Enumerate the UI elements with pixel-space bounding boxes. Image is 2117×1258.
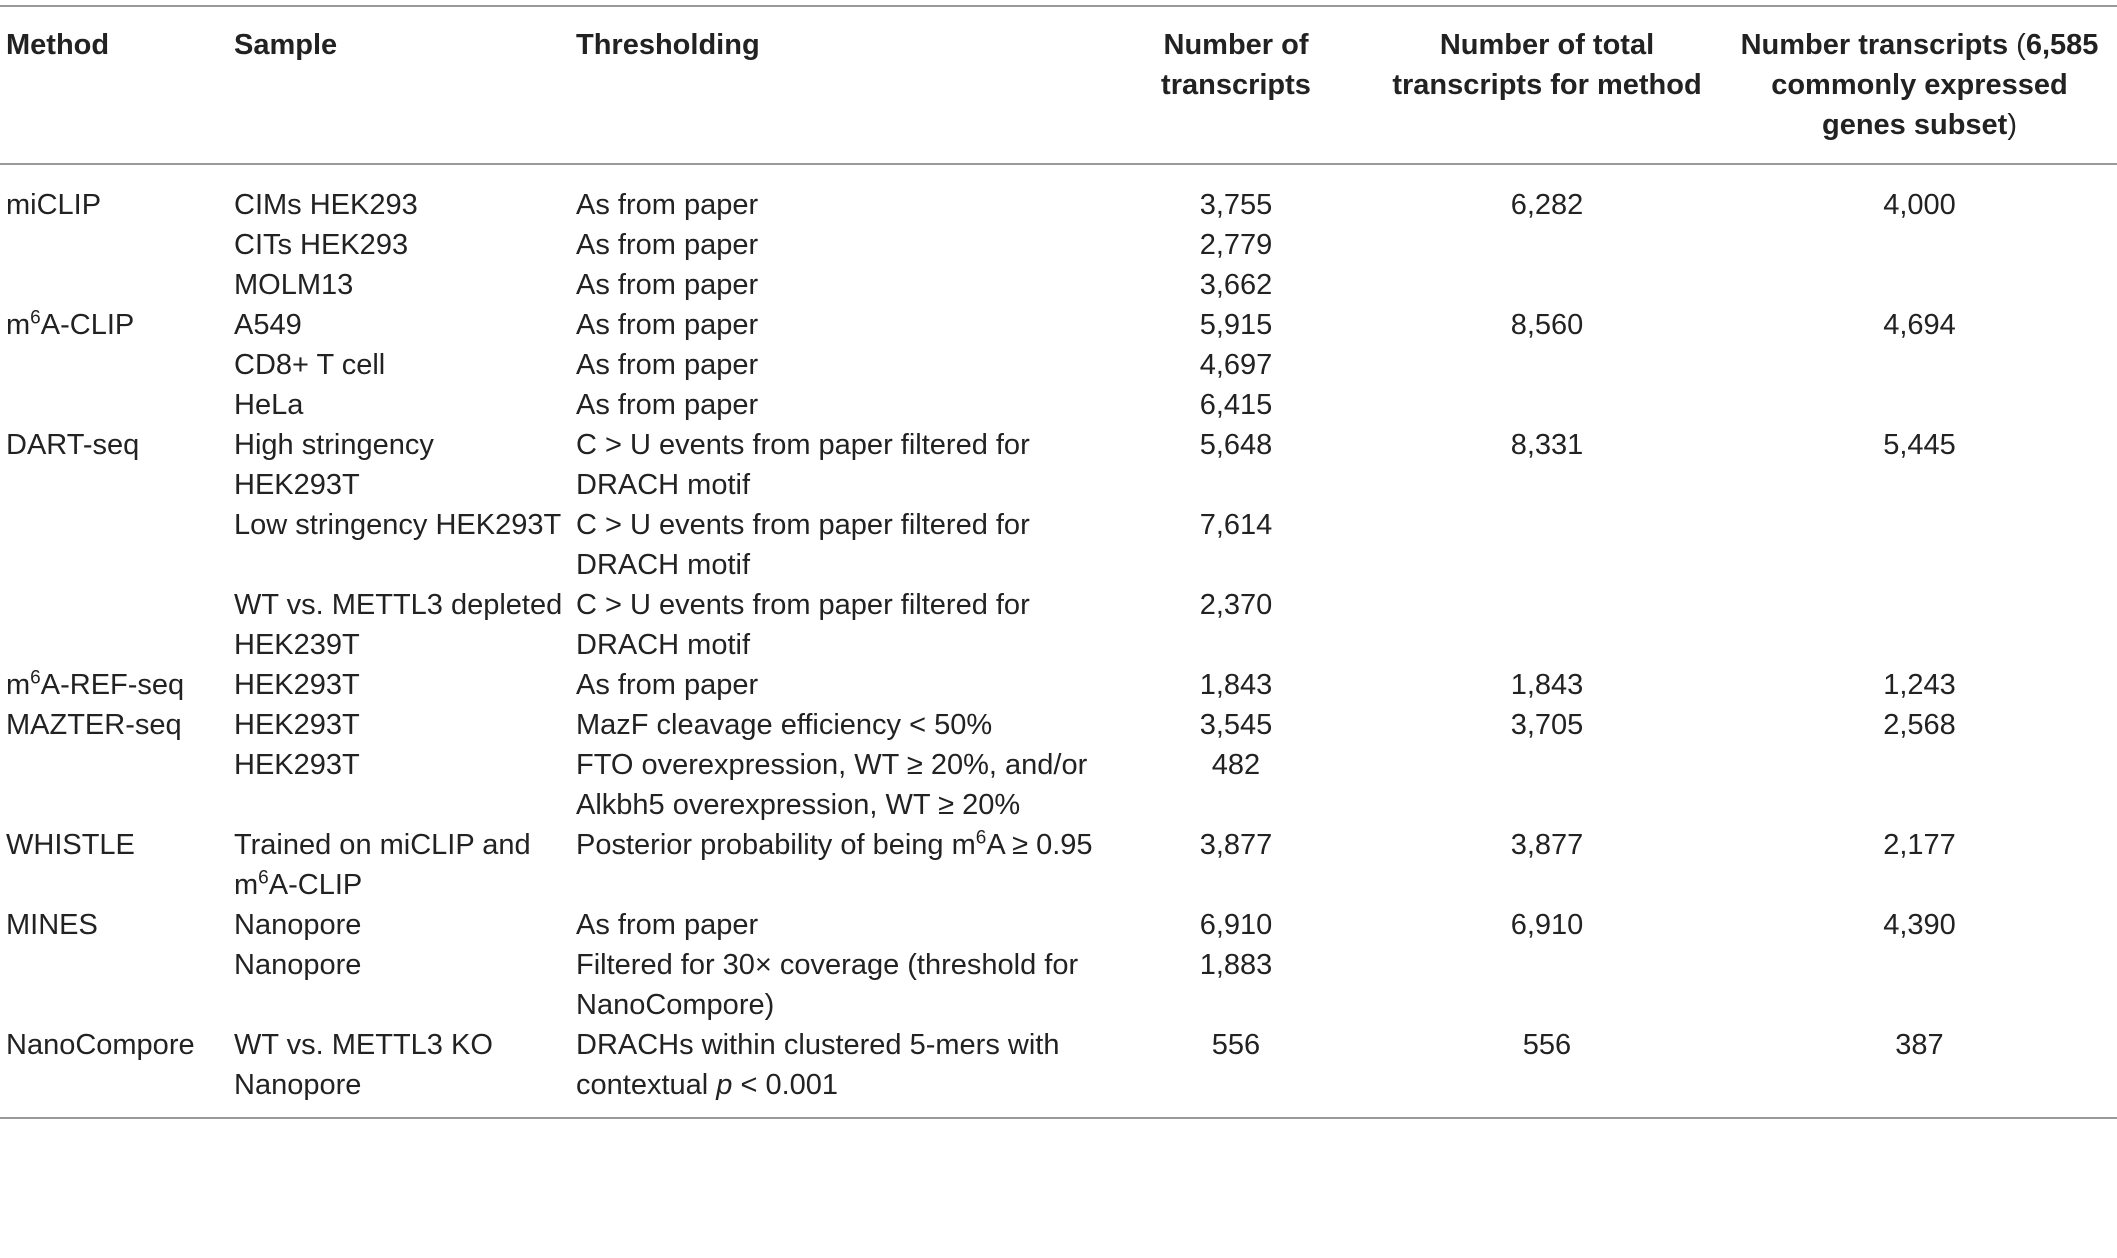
cell-thresholding: As from paper	[576, 269, 759, 301]
cell-sample-text-end: A-CLIP	[268, 869, 363, 901]
cell-thresholding-italic: p	[716, 1069, 733, 1101]
cell-sample: CD8+ T cell	[234, 349, 386, 381]
cell-sample	[228, 825, 570, 905]
table-row	[0, 225, 2117, 265]
cell-number-of-transcripts: 3,755	[1199, 189, 1273, 221]
cell-method-text: m	[6, 309, 31, 341]
cell-total-transcripts: 3,705	[1510, 709, 1584, 741]
header-thresholding: Thresholding	[576, 29, 760, 61]
cell-subset-transcripts: 4,694	[1883, 309, 1956, 341]
cell-number-of-transcripts: 3,662	[1199, 269, 1273, 301]
cell-thresholding: Filtered for 30× coverage (threshold for NanoCompore)	[576, 949, 1079, 1021]
cell-number-of-transcripts: 4,697	[1199, 349, 1273, 381]
cell-thresholding-superscript: 6	[975, 827, 987, 849]
cell-total-transcripts: 8,331	[1510, 429, 1584, 461]
cell-thresholding: As from paper	[576, 309, 759, 341]
cell-method-superscript: 6	[30, 307, 41, 329]
cell-method	[0, 385, 228, 425]
header-row	[0, 6, 2117, 164]
cell-sample: HeLa	[234, 389, 304, 421]
cell-subset-transcripts	[1722, 225, 2117, 265]
cell-thresholding-text: DRACHs within clustered 5-mers with contextual	[576, 1029, 1060, 1101]
cell-method	[0, 225, 228, 265]
cell-sample: Low stringency HEK293T	[234, 509, 562, 541]
cell-subset-transcripts	[1722, 385, 2117, 425]
cell-subset-transcripts: 1,243	[1883, 669, 1956, 701]
cell-sample-text: Trained on miCLIP and m	[234, 829, 531, 901]
cell-thresholding: As from paper	[576, 909, 759, 941]
cell-number-of-transcripts: 2,779	[1199, 229, 1273, 261]
header-sample: Sample	[234, 29, 338, 61]
table-header	[0, 6, 2117, 164]
cell-total-transcripts: 3,877	[1510, 829, 1584, 861]
cell-sample: HEK293T	[234, 669, 360, 701]
cell-number-of-transcripts: 7,614	[1199, 509, 1273, 541]
table-row	[0, 585, 2117, 665]
cell-subset-transcripts	[1722, 505, 2117, 585]
cell-subset-transcripts: 387	[1895, 1029, 1944, 1061]
cell-method-text-end: A-REF-seq	[40, 669, 185, 701]
cell-sample: CIMs HEK293	[234, 189, 418, 221]
cell-sample: HEK293T	[234, 709, 360, 741]
cell-method	[0, 745, 228, 825]
cell-number-of-transcripts: 5,915	[1199, 309, 1273, 341]
cell-number-of-transcripts: 1,883	[1199, 949, 1273, 981]
cell-method: WHISTLE	[6, 829, 135, 861]
cell-sample: WT vs. METTL3 KO Nanopore	[234, 1029, 493, 1101]
cell-total-transcripts: 8,560	[1510, 309, 1584, 341]
table-row	[0, 945, 2117, 1025]
cell-method	[0, 505, 228, 585]
cell-sample-superscript: 6	[258, 867, 269, 889]
table-row	[0, 305, 2117, 345]
cell-thresholding: C > U events from paper filtered for DRACH motif	[576, 589, 1030, 661]
cell-total-transcripts	[1372, 585, 1722, 665]
cell-thresholding: As from paper	[576, 189, 759, 221]
cell-sample: A549	[234, 309, 302, 341]
header-subset-line1: Number transcripts	[1740, 29, 2009, 61]
cell-thresholding-text-end: A ≥ 0.95	[986, 829, 1093, 861]
cell-sample: High stringency HEK293T	[234, 429, 434, 501]
table-row	[0, 505, 2117, 585]
cell-total-transcripts	[1372, 945, 1722, 1025]
cell-method	[0, 305, 228, 345]
cell-subset-transcripts	[1722, 945, 2117, 1025]
cell-total-transcripts	[1372, 345, 1722, 385]
cell-method: MINES	[6, 909, 98, 941]
table-row	[0, 905, 2117, 945]
header-total-transcripts: Number of total transcripts for method	[1392, 29, 1702, 101]
table-container	[0, 5, 2117, 1119]
cell-subset-transcripts: 4,390	[1883, 909, 1956, 941]
cell-method	[0, 585, 228, 665]
header-method: Method	[6, 29, 110, 61]
cell-method	[0, 945, 228, 1025]
cell-number-of-transcripts: 6,415	[1199, 389, 1273, 421]
cell-method: miCLIP	[6, 189, 102, 221]
cell-thresholding: MazF cleavage efficiency < 50%	[576, 709, 993, 741]
cell-total-transcripts	[1372, 745, 1722, 825]
cell-total-transcripts	[1372, 505, 1722, 585]
cell-total-transcripts: 6,910	[1510, 909, 1584, 941]
cell-total-transcripts	[1372, 385, 1722, 425]
cell-sample: HEK293T	[234, 749, 360, 781]
cell-method: NanoCompore	[6, 1029, 195, 1061]
cell-thresholding: FTO overexpression, WT ≥ 20%, and/or Alkbh5 overexpression, WT ≥ 20%	[576, 749, 1088, 821]
table-row	[0, 825, 2117, 905]
cell-sample: Nanopore	[234, 909, 362, 941]
cell-sample: MOLM13	[234, 269, 354, 301]
table-row	[0, 265, 2117, 305]
cell-number-of-transcripts: 482	[1211, 749, 1261, 781]
table-row	[0, 345, 2117, 385]
cell-subset-transcripts	[1722, 745, 2117, 825]
cell-total-transcripts: 556	[1522, 1029, 1572, 1061]
cell-thresholding-text: Posterior probability of being m	[576, 829, 976, 861]
cell-number-of-transcripts: 1,843	[1199, 669, 1273, 701]
cell-subset-transcripts	[1722, 585, 2117, 665]
cell-sample: Nanopore	[234, 949, 362, 981]
cell-method	[0, 345, 228, 385]
cell-thresholding-text-end: < 0.001	[732, 1069, 839, 1101]
cell-subset-transcripts: 5,445	[1883, 429, 1956, 461]
cell-method: MAZTER-seq	[6, 709, 182, 741]
header-number-of-transcripts: Number of transcripts	[1161, 29, 1311, 101]
cell-thresholding: C > U events from paper filtered for DRACH motif	[576, 509, 1030, 581]
cell-thresholding: As from paper	[576, 389, 759, 421]
table-row	[0, 705, 2117, 745]
data-table	[0, 5, 2117, 1119]
cell-total-transcripts: 1,843	[1510, 669, 1584, 701]
cell-total-transcripts: 6,282	[1510, 189, 1584, 221]
table-row	[0, 164, 2117, 225]
cell-thresholding: C > U events from paper filtered for DRACH motif	[576, 429, 1030, 501]
cell-subset-transcripts	[1722, 345, 2117, 385]
table-row	[0, 665, 2117, 705]
cell-number-of-transcripts: 3,545	[1199, 709, 1273, 741]
cell-total-transcripts	[1372, 225, 1722, 265]
cell-total-transcripts	[1372, 265, 1722, 305]
cell-subset-transcripts	[1722, 265, 2117, 305]
cell-number-of-transcripts: 2,370	[1199, 589, 1273, 621]
cell-sample: WT vs. METTL3 depleted HEK239T	[234, 589, 563, 661]
cell-number-of-transcripts: 5,648	[1199, 429, 1273, 461]
table-row	[0, 745, 2117, 825]
table-row	[0, 1025, 2117, 1118]
cell-method	[0, 265, 228, 305]
table-row	[0, 385, 2117, 425]
header-subset-close: )	[2007, 109, 2017, 141]
cell-thresholding	[570, 1025, 1100, 1118]
cell-method-text: m	[6, 669, 31, 701]
cell-number-of-transcripts: 3,877	[1199, 829, 1273, 861]
cell-number-of-transcripts: 6,910	[1199, 909, 1273, 941]
header-subset-transcripts	[1722, 6, 2117, 164]
cell-number-of-transcripts: 556	[1211, 1029, 1261, 1061]
cell-method-text-end: A-CLIP	[40, 309, 135, 341]
cell-sample: CITs HEK293	[234, 229, 409, 261]
header-subset-open: (	[2016, 29, 2026, 61]
cell-subset-transcripts: 2,177	[1883, 829, 1956, 861]
cell-subset-transcripts: 2,568	[1883, 709, 1956, 741]
cell-thresholding	[570, 825, 1100, 905]
cell-thresholding: As from paper	[576, 349, 759, 381]
cell-method: DART-seq	[6, 429, 140, 461]
cell-method	[0, 665, 228, 705]
cell-thresholding: As from paper	[576, 669, 759, 701]
table-row	[0, 425, 2117, 505]
table-body	[0, 164, 2117, 1118]
header-subset-bold: 6,585 commonly expressed genes subset	[1771, 29, 2099, 141]
cell-subset-transcripts: 4,000	[1883, 189, 1956, 221]
cell-thresholding: As from paper	[576, 229, 759, 261]
cell-method-superscript: 6	[30, 667, 41, 689]
